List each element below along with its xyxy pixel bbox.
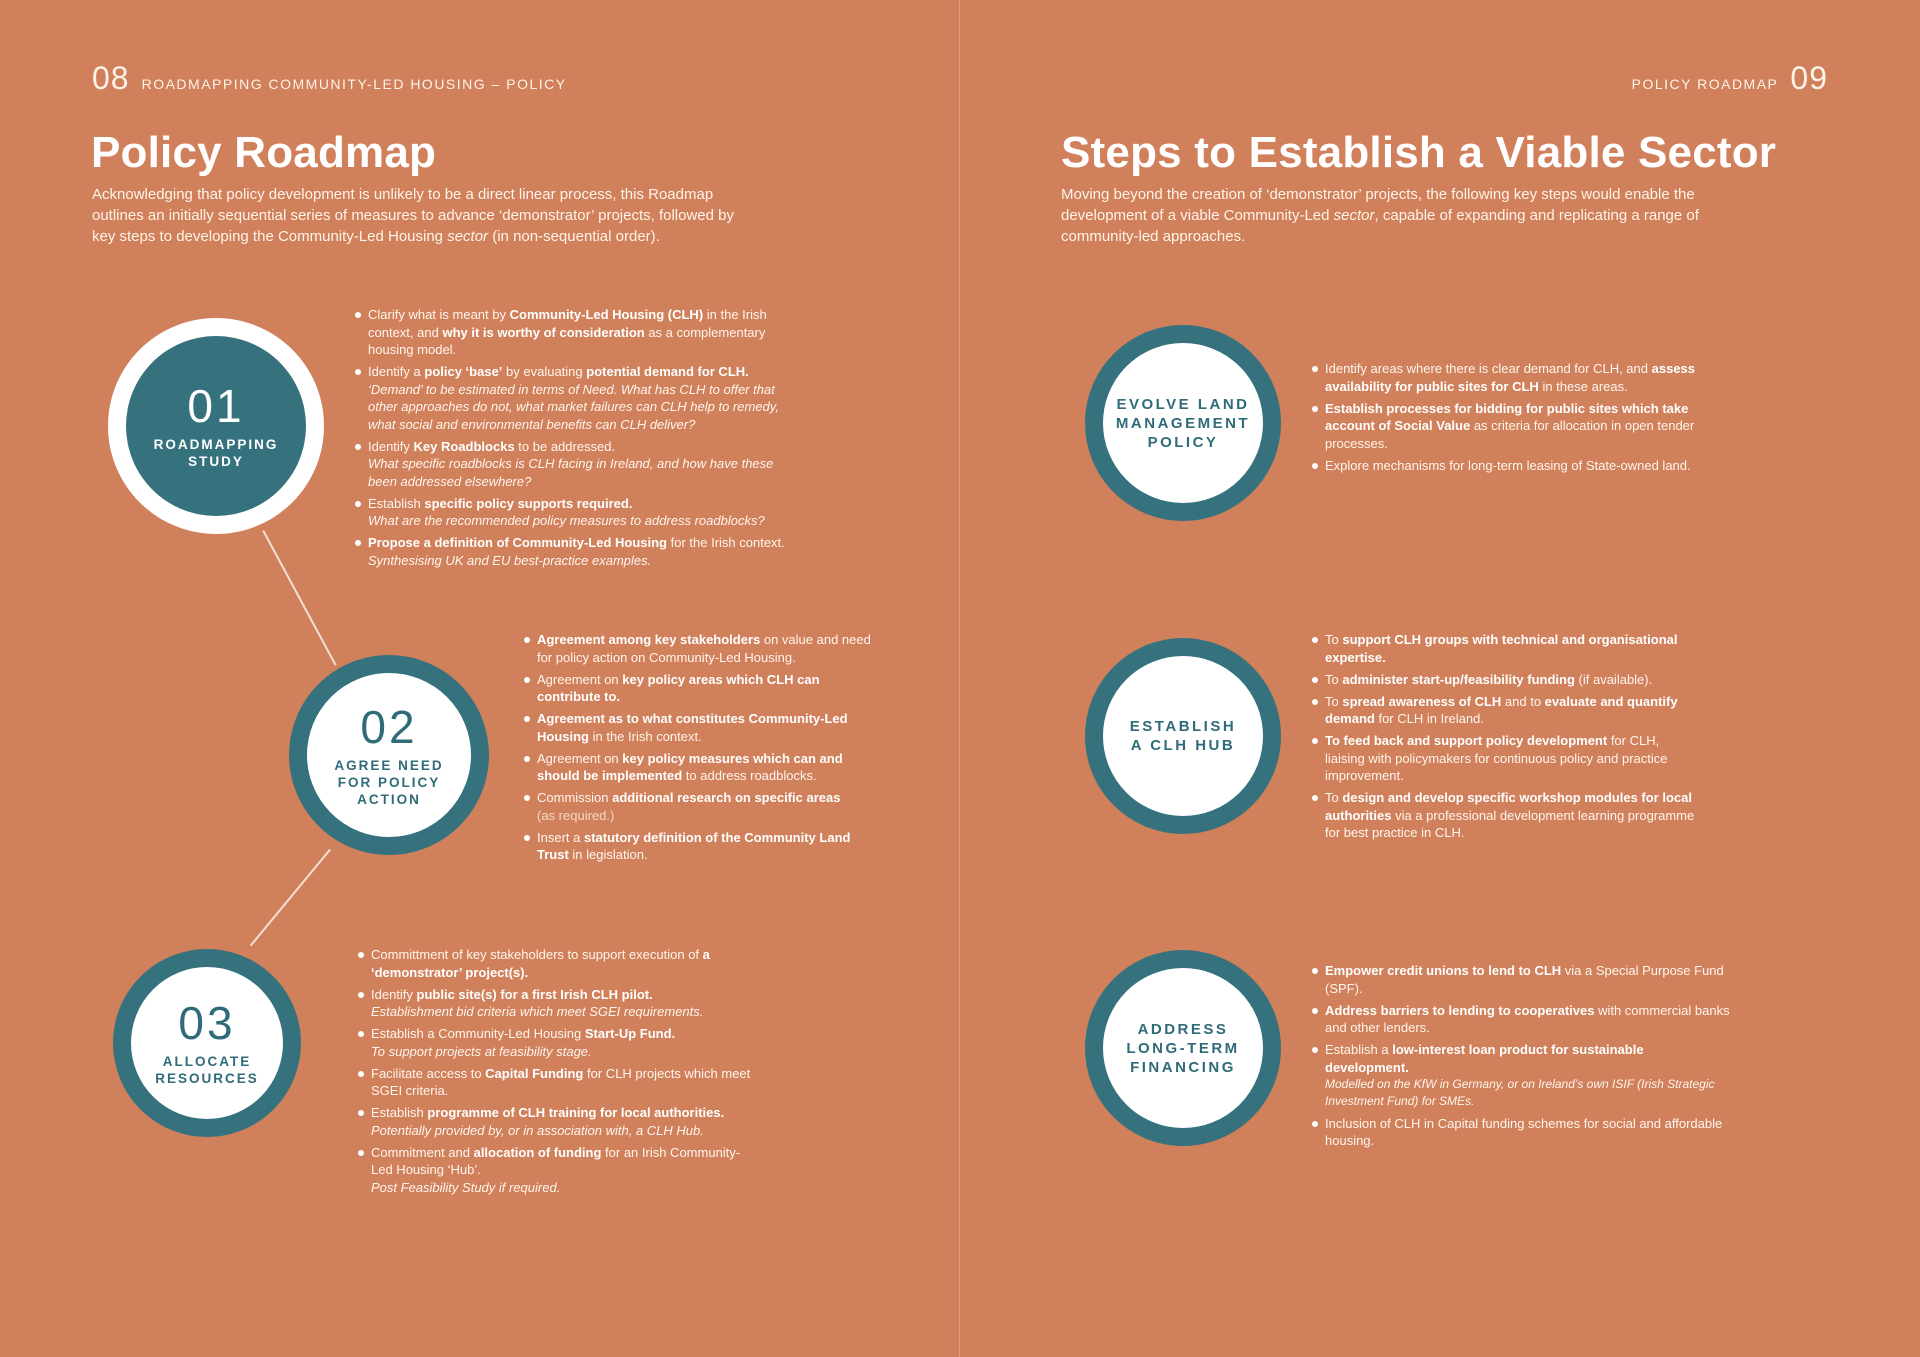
list-item: Establish a low-interest loan product for sustainable development. Modelled on the KfW in Germany, or on Ireland’s own ISIF (Irish Strategic Investment Fund) for SMEs. xyxy=(1310,1041,1730,1110)
list-item: Establish specific policy supports required. What are the recommended policy measures to address roadblocks? xyxy=(353,495,793,530)
long-term-financing-circle xyxy=(1085,950,1281,1146)
evolve-land-label-line: POLICY xyxy=(1147,433,1219,451)
list-item: Agreement on key policy measures which can and should be implemented to address roadblocks. xyxy=(522,750,872,785)
step-01-circle xyxy=(108,318,324,534)
list-item: Establish a Community-Led Housing Start-Up Fund. To support projects at feasibility stage. xyxy=(356,1025,756,1060)
list-item: To support CLH groups with technical and organisational expertise. xyxy=(1310,631,1695,666)
list-item: Agreement as to what constitutes Community-Led Housing in the Irish context. xyxy=(522,710,872,745)
list-item: To administer start-up/feasibility funding (if available). xyxy=(1310,671,1695,689)
clh-hub-label-line: A CLH HUB xyxy=(1130,737,1236,754)
list-item: Empower credit unions to lend to CLH via a Special Purpose Fund (SPF). xyxy=(1310,962,1730,997)
right-intro-emphasis: sector xyxy=(1333,207,1375,224)
step-03-number: 03 xyxy=(178,997,236,1049)
list-item: To design and develop specific workshop modules for local authorities via a professional development learning programme for best practice in CLH. xyxy=(1310,789,1695,842)
step-01-label-line: STUDY xyxy=(188,454,244,469)
left-intro-emphasis: sector xyxy=(447,228,489,245)
right-running-head-text: POLICY ROADMAP xyxy=(1631,76,1779,92)
list-item: Agreement on key policy areas which CLH can contribute to. xyxy=(522,671,872,706)
left-intro-text: Acknowledging that policy development is unlikely to be a direct linear process, this Roadmap outlines an initially sequential series of measures to advance ‘demonstrator’ projects, followed by key steps to developing the Community-Led Housing xyxy=(92,186,735,245)
right-intro-text-end: , capable of expanding and replicating a range of community-led approaches. xyxy=(1061,207,1699,245)
list-item: Identify a policy ‘base’ by evaluating potential demand for CLH. ‘Demand’ to be estimated in terms of Need. What has CLH to offer that other approaches do not, what market failures can CLH help to remedy, what social and environmental benefits can CLH deliver? xyxy=(353,363,793,433)
list-item: Address barriers to lending to cooperatives with commercial banks and other lenders. xyxy=(1310,1002,1730,1037)
list-item: Commitment and allocation of funding for an Irish Community-Led Housing ‘Hub’. Post Feasibility Study if required. xyxy=(356,1144,756,1197)
evolve-land-label-line: EVOLVE LAND xyxy=(1116,395,1250,413)
step-03-bullet-list xyxy=(356,946,756,1201)
list-item: Facilitate access to Capital Funding for CLH projects which meet SGEI criteria. xyxy=(356,1065,756,1100)
evolve-land-label-line: MANAGEMENT xyxy=(1115,414,1251,432)
left-running-head xyxy=(92,60,567,97)
step-02-number: 02 xyxy=(360,700,418,753)
list-item: Explore mechanisms for long-term leasing of State-owned land. xyxy=(1310,457,1730,475)
list-item: Establish processes for bidding for public sites which take account of Social Value as criteria for allocation in open tender processes. xyxy=(1310,400,1730,453)
list-item: To feed back and support policy development for CLH, liaising with policymakers for continuous policy and practice improvement. xyxy=(1310,732,1695,785)
clh-hub-label-line: ESTABLISH xyxy=(1129,718,1237,735)
list-item: Insert a statutory definition of the Community Land Trust in legislation. xyxy=(522,829,872,864)
clh-hub-circle xyxy=(1085,638,1281,834)
evolve-land-label xyxy=(1116,395,1250,452)
long-term-financing-label-line: LONG-TERM xyxy=(1126,1039,1240,1057)
list-item: Committment of key stakeholders to support execution of a ‘demonstrator’ project(s). xyxy=(356,946,756,981)
list-item: Agreement among key stakeholders on value and need for policy action on Community-Led Housing. xyxy=(522,631,872,666)
clh-hub-bullet-list xyxy=(1310,631,1695,846)
step-02-label-line: FOR POLICY xyxy=(337,774,441,790)
step-02-label-line: ACTION xyxy=(357,791,421,807)
step-02-label xyxy=(334,757,443,808)
list-item: Inclusion of CLH in Capital funding schemes for social and affordable housing. xyxy=(1310,1115,1730,1150)
step-03-label-line: RESOURCES xyxy=(155,1071,259,1086)
right-page-title: Steps to Establish a Viable Sector xyxy=(1061,128,1777,177)
right-page xyxy=(960,0,1920,1357)
left-intro xyxy=(92,184,752,247)
step-01-circle-inner xyxy=(126,336,306,516)
step-02-circle xyxy=(289,655,489,855)
list-item: Identify Key Roadblocks to be addressed. What specific roadblocks is CLH facing in Ireland, and how have these been addressed elsewhere? xyxy=(353,438,793,491)
clh-hub-label xyxy=(1130,717,1236,755)
step-01-label-line: ROADMAPPING xyxy=(153,437,279,452)
long-term-financing-label-line: FINANCING xyxy=(1130,1058,1236,1076)
evolve-land-bullet-list xyxy=(1310,360,1730,479)
list-item: Establish programme of CLH training for local authorities. Potentially provided by, or in association with, a CLH Hub. xyxy=(356,1104,756,1139)
step-03-label xyxy=(155,1053,259,1087)
step-01-label xyxy=(154,436,279,470)
evolve-land-circle xyxy=(1085,325,1281,521)
list-item: Identify areas where there is clear demand for CLH, and assess availability for public sites for CLH in these areas. xyxy=(1310,360,1730,395)
list-item: Identify public site(s) for a first Irish CLH pilot. Establishment bid criteria which meet SGEI requirements. xyxy=(356,986,756,1021)
right-running-head xyxy=(1632,60,1828,97)
list-item: Propose a definition of Community-Led Housing for the Irish context. Synthesising UK and EU best-practice examples. xyxy=(353,534,793,569)
step-03-circle xyxy=(113,949,301,1137)
right-intro-text: Moving beyond the creation of ‘demonstrator’ projects, the following key steps would enable the development of a viable Community-Led xyxy=(1061,186,1695,224)
long-term-financing-bullet-list xyxy=(1310,962,1730,1154)
left-intro-text-end: (in non-sequential order). xyxy=(488,228,660,245)
left-page-number: 08 xyxy=(92,60,130,96)
left-page-title: Policy Roadmap xyxy=(91,128,437,177)
step-02-label-line: AGREE NEED xyxy=(334,757,444,773)
connector-line-1-2 xyxy=(263,530,337,665)
right-page-number: 09 xyxy=(1790,60,1828,96)
long-term-financing-label xyxy=(1126,1020,1239,1077)
step-02-bullet-list xyxy=(522,631,872,868)
list-item: To spread awareness of CLH and to evaluate and quantify demand for CLH in Ireland. xyxy=(1310,693,1695,728)
step-01-number: 01 xyxy=(187,380,245,432)
left-running-head-text: ROADMAPPING COMMUNITY-LED HOUSING – POLICY xyxy=(141,76,567,92)
list-item: Commission additional research on specific areas (as required.) xyxy=(522,789,872,824)
step-03-label-line: ALLOCATE xyxy=(162,1054,252,1069)
list-item: Clarify what is meant by Community-Led Housing (CLH) in the Irish context, and why it is worthy of consideration as a complementary housing model. xyxy=(353,306,793,359)
connector-line-2-3 xyxy=(250,849,331,946)
long-term-financing-label-line: ADDRESS xyxy=(1137,1020,1229,1038)
right-intro xyxy=(1061,184,1721,247)
step-01-bullet-list xyxy=(353,306,793,574)
